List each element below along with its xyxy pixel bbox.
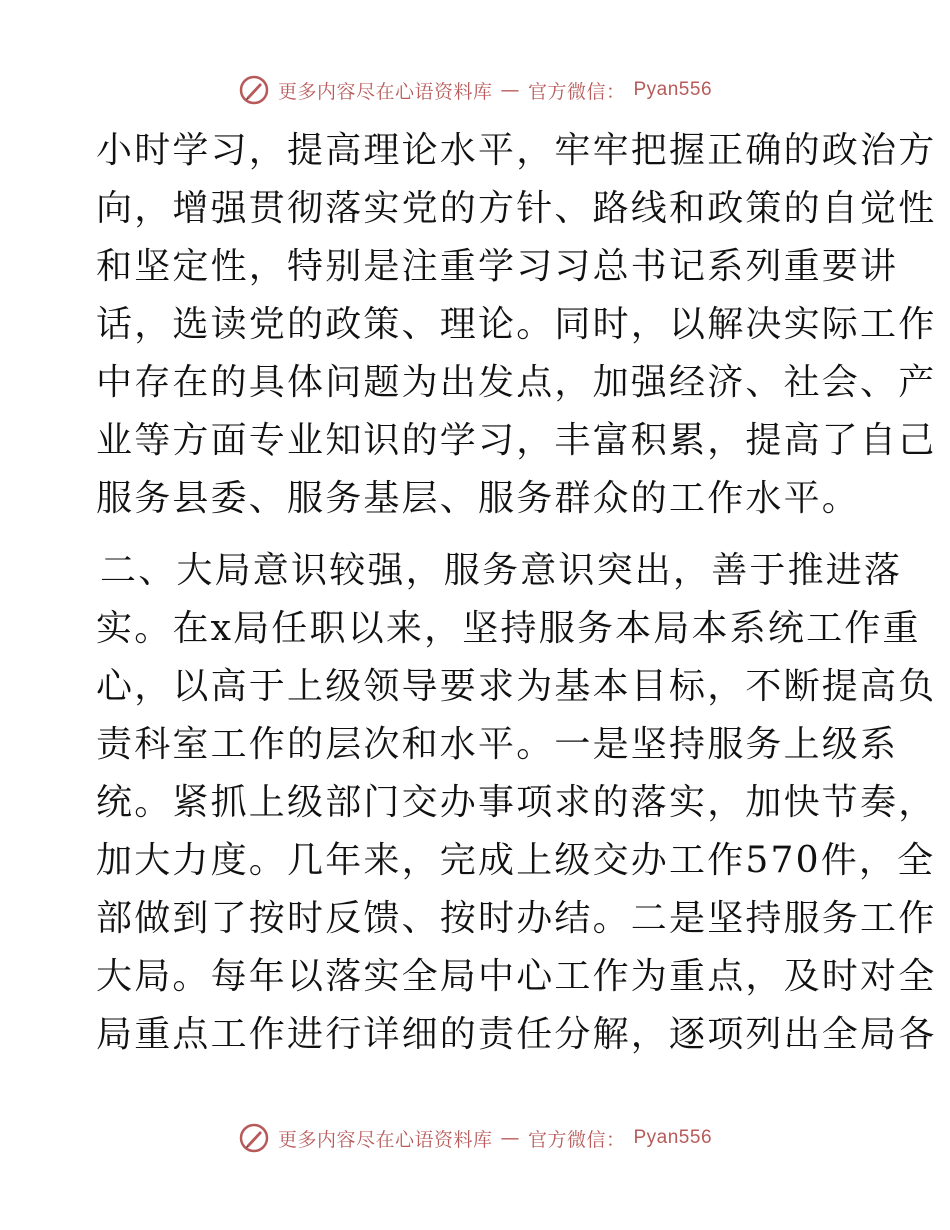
paragraph-1 [96, 122, 937, 528]
text-line: 向，增强贯彻落实党的方针、路线和政策的自觉性 [96, 188, 937, 229]
watermark-separator: — [500, 79, 520, 101]
text-line: 业等方面专业知识的学习，丰富积累，提高了自己 [96, 420, 937, 461]
text-line: 责科室工作的层次和水平。一是坚持服务上级系 [96, 724, 899, 765]
footer-watermark [0, 1118, 950, 1158]
document-body [96, 122, 937, 1064]
text-line: 局重点工作进行详细的责任分解，逐项列出全局各 [96, 1014, 937, 1055]
text-line: 统。紧抓上级部门交办事项求的落实，加快节奏， [96, 782, 937, 823]
text-line: 中存在的具体问题为出发点，加强经济、社会、产 [96, 362, 937, 403]
text-line: 小时学习，提高理论水平，牢牢把握正确的政治方 [96, 130, 937, 171]
watermark-contact-id: Pyan556 [633, 79, 713, 100]
text-line: 大局。每年以落实全局中心工作为重点，及时对全 [96, 956, 937, 997]
watermark-contact-label: 官方微信： [527, 1128, 626, 1151]
watermark-contact-label: 官方微信： [527, 80, 626, 103]
watermark-text: 更多内容尽在心语资料库 [277, 1128, 493, 1151]
section-heading-line: 二、大局意识较强，服务意识突出，善于推进落 [100, 550, 903, 591]
paragraph-gap [96, 528, 856, 542]
text-line: 服务县委、服务基层、服务群众的工作水平。 [96, 478, 861, 519]
watermark-text: 更多内容尽在心语资料库 [277, 80, 493, 103]
text-line: 部做到了按时反馈、按时办结。二是坚持服务工作 [96, 898, 937, 939]
text-line: 实。在x局任职以来，坚持服务本局本系统工作重 [96, 608, 921, 649]
text-line: 心，以高于上级领导要求为基本目标，不断提高负 [96, 666, 937, 707]
watermark-separator: — [500, 1127, 520, 1149]
header-watermark [0, 70, 950, 110]
text-line: 话，选读党的政策、理论。同时，以解决实际工作 [96, 304, 937, 345]
paragraph-2 [96, 542, 937, 1064]
quill-circle-icon [238, 74, 270, 106]
text-line: 和坚定性，特别是注重学习习总书记系列重要讲 [96, 246, 899, 287]
watermark-contact-id: Pyan556 [633, 1127, 713, 1148]
quill-circle-icon [238, 1122, 270, 1154]
text-line: 加大力度。几年来，完成上级交办工作570件，全 [96, 840, 936, 881]
